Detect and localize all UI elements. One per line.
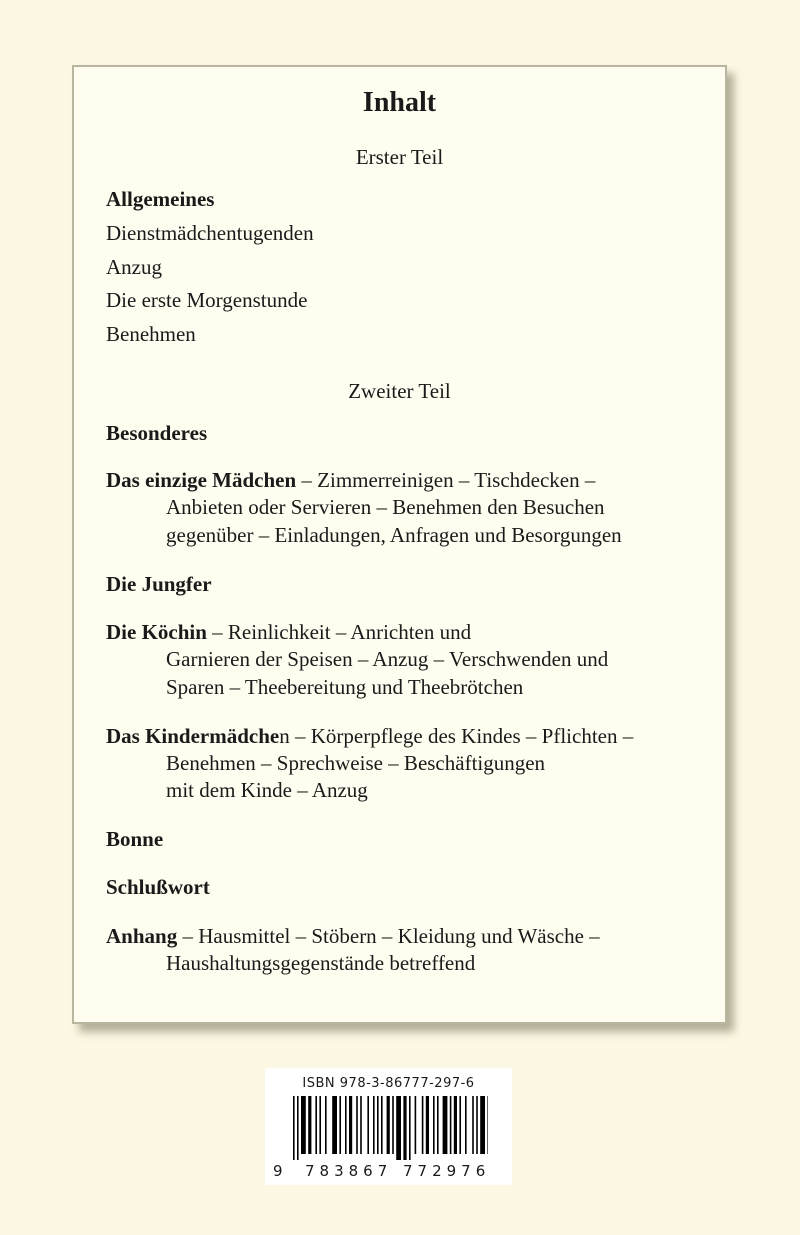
barcode-bar	[409, 1096, 411, 1160]
section-heading-2: Besonderes	[106, 421, 208, 445]
barcode-bars	[293, 1096, 488, 1160]
barcode-bar	[377, 1096, 379, 1154]
toc-entry-continuation: Benehmen – Sprechweise – Beschäftigungen	[166, 751, 546, 775]
toc-entry-continuation: Garnieren der Speisen – Anzug – Verschwenden und	[166, 647, 609, 671]
barcode-bar	[373, 1096, 375, 1154]
isbn-barcode	[265, 1068, 512, 1185]
toc-entry-continuation: mit dem Kinde – Anzug	[166, 778, 368, 802]
barcode-bar	[480, 1096, 485, 1154]
barcode-bar	[345, 1096, 347, 1154]
barcode-bar	[433, 1096, 435, 1154]
barcode-bar	[437, 1096, 439, 1154]
toc-item: Anzug	[106, 255, 162, 279]
toc-entry	[106, 924, 600, 948]
part-heading-2: Zweiter Teil	[348, 379, 451, 403]
barcode-bar	[450, 1096, 452, 1154]
toc-entry-subtopics: – Zimmerreinigen – Tischdecken –	[296, 468, 596, 492]
barcode-bar	[472, 1096, 474, 1154]
toc-entry	[106, 468, 595, 492]
barcode-bar	[422, 1096, 424, 1154]
toc-entry-title: Das einzige Mädchen	[106, 468, 297, 492]
contents-card	[72, 65, 727, 1024]
toc-entry-title: Das Kindermädche	[106, 724, 280, 748]
barcode-right-digits: 772976	[403, 1162, 491, 1180]
toc-entry-title: Die Köchin	[106, 620, 207, 644]
toc-entry	[106, 875, 210, 899]
barcode-bar	[301, 1096, 306, 1154]
part-heading-1: Erster Teil	[355, 145, 444, 169]
barcode-bar	[387, 1096, 390, 1154]
barcode-bar	[297, 1096, 299, 1160]
barcode-bar	[392, 1096, 394, 1154]
toc-entry	[106, 572, 212, 596]
toc-entry-subtopics: n – Körperpflege des Kindes – Pflichten –	[279, 724, 634, 748]
toc-entry-continuation: Sparen – Theebereitung und Theebrötchen	[166, 675, 524, 699]
toc-entry-continuation: Haushaltungsgegenstände betreffend	[166, 951, 476, 975]
isbn-text: ISBN 978-3-86777-297-6	[302, 1076, 475, 1091]
barcode-bar	[487, 1096, 488, 1154]
barcode-bar	[465, 1096, 467, 1154]
barcode-bar	[319, 1096, 321, 1154]
barcode-bar	[476, 1096, 478, 1154]
barcode-bar	[308, 1096, 311, 1154]
barcode-lead-digit: 9	[273, 1162, 283, 1180]
toc-item: Dienstmädchentugenden	[106, 221, 314, 245]
barcode-bar	[349, 1096, 352, 1154]
toc-entry	[106, 620, 471, 644]
toc-entry-continuation: Anbieten oder Servieren – Benehmen den Besuchen	[166, 495, 605, 519]
barcode-bar	[381, 1096, 383, 1154]
barcode-bar	[426, 1096, 429, 1154]
toc-entry	[106, 827, 163, 851]
toc-entry	[106, 724, 633, 748]
toc-entry-subtopics: – Hausmittel – Stöbern – Kleidung und Wäsche –	[177, 924, 600, 948]
barcode-bar	[454, 1096, 457, 1154]
toc-entry-title: Die Jungfer	[106, 572, 212, 596]
barcode-bar	[459, 1096, 461, 1154]
barcode-left-digits: 783867	[305, 1162, 393, 1180]
toc-entry-continuation: gegenüber – Einladungen, Anfragen und Besorgungen	[166, 523, 622, 547]
toc-entry-subtopics: – Reinlichkeit – Anrichten und	[206, 620, 472, 644]
barcode-bar	[339, 1096, 341, 1154]
barcode-bar	[293, 1096, 295, 1160]
barcode-bar	[403, 1096, 406, 1160]
toc-entry-title: Schlußwort	[106, 875, 210, 899]
toc-entry-title: Bonne	[106, 827, 164, 851]
barcode-bar	[415, 1096, 417, 1154]
barcode-bar	[332, 1096, 337, 1154]
barcode-bar	[325, 1096, 327, 1154]
barcode-bar	[396, 1096, 401, 1160]
toc-item: Benehmen	[106, 322, 196, 346]
barcode-bar	[443, 1096, 448, 1154]
section-heading-1: Allgemeines	[106, 187, 215, 211]
toc-item: Die erste Morgenstunde	[106, 288, 308, 312]
barcode-bar	[356, 1096, 358, 1154]
barcode-bar	[360, 1096, 362, 1154]
barcode-bar	[315, 1096, 317, 1154]
page-title: Inhalt	[362, 87, 437, 118]
toc-entry-title: Anhang	[106, 924, 178, 948]
barcode-bar	[367, 1096, 369, 1154]
